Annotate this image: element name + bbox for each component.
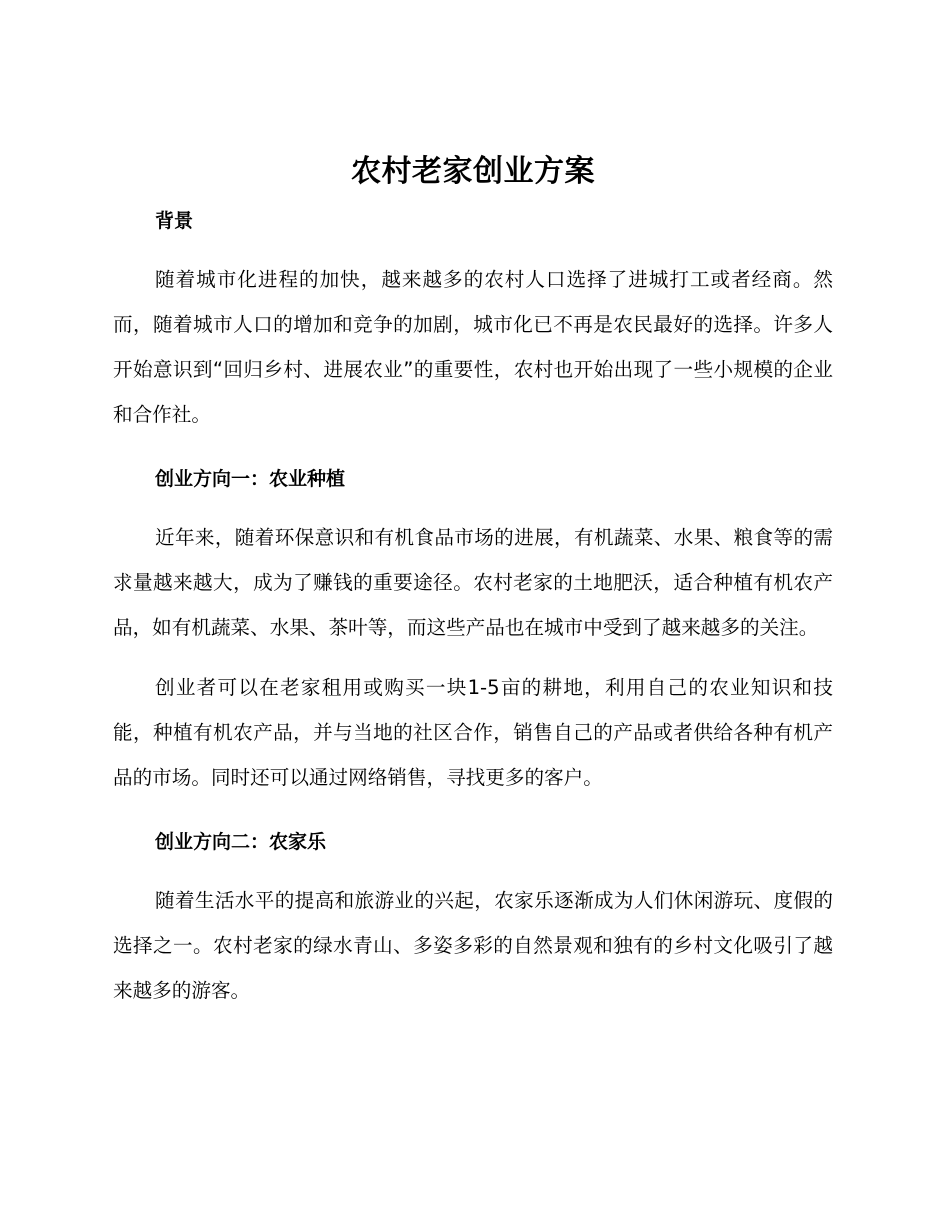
section-background [113,207,833,437]
section-heading: 背景 [155,210,194,232]
document-page [113,148,833,1013]
paragraph: 随着城市化进程的加快，越来越多的农村人口选择了进城打工或者经商。然而，随着城市人口的增加和竞争的加剧，城市化已不再是农民最好的选择。许多人开始意识到“回归乡村、进展农业”的重要性，农村也开始出现了一些小规模的企业和合作社。 [113,268,833,426]
paragraph: 随着生活水平的提高和旅游业的兴起，农家乐逐渐成为人们休闲游玩、度假的选择之一。农村老家的绿水青山、多姿多彩的自然景观和独有的乡村文化吸引了越来越多的游客。 [113,889,833,1002]
paragraph: 近年来，随着环保意识和有机食品市场的进展，有机蔬菜、水果、粮食等的需求量越来越大，成为了赚钱的重要途径。农村老家的土地肥沃，适合种植有机农产品，如有机蔬菜、水果、茶叶等，而这些产品也在城市中受到了越来越多的关注。 [113,526,833,639]
section-agriculture [113,465,833,800]
section-heading: 创业方向一：农业种植 [155,468,346,490]
paragraph: 创业者可以在老家租用或购买一块1-5亩的耕地，利用自己的农业知识和技能，种植有机农产品，并与当地的社区合作，销售自己的产品或者供给各种有机产品的市场。同时还可以通过网络销售，寻找更多的客户。 [113,676,833,789]
section-farmhouse [113,828,833,1013]
section-heading: 创业方向二：农家乐 [155,831,327,853]
document-title: 农村老家创业方案 [351,154,595,189]
